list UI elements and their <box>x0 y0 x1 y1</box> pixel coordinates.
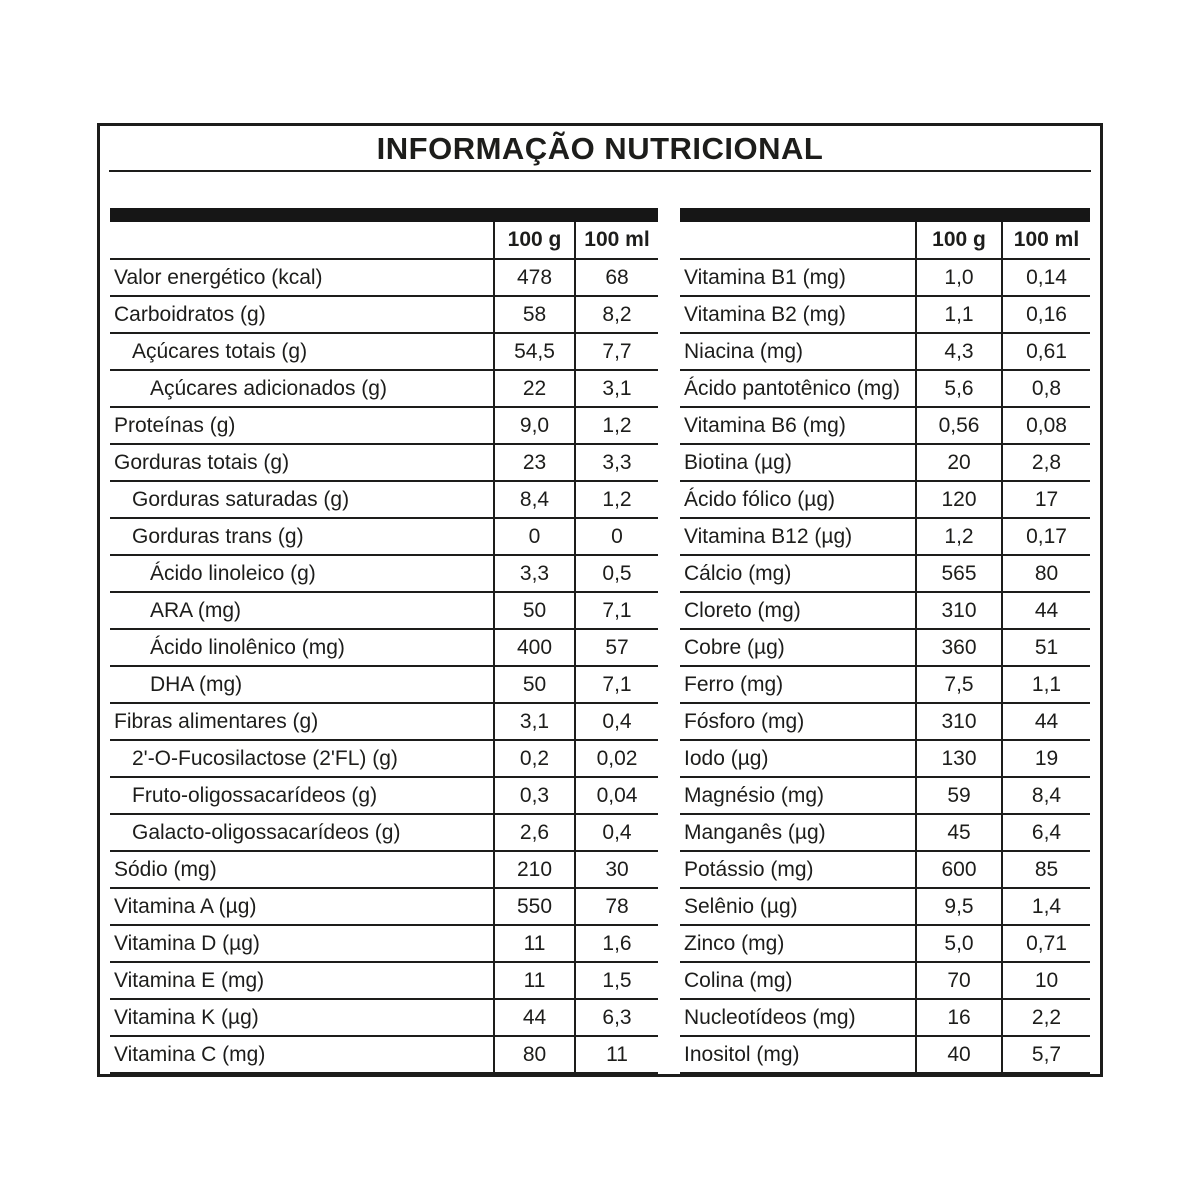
nutrient-label: Valor energético (kcal) <box>110 259 494 296</box>
value-per-100ml: 57 <box>575 629 658 666</box>
nutrient-label: Carboidratos (g) <box>110 296 494 333</box>
nutrient-label: Potássio (mg) <box>680 851 916 888</box>
panel-title: INFORMAÇÃO NUTRICIONAL <box>376 131 824 166</box>
table-row <box>680 444 1090 481</box>
value-per-100g: 59 <box>916 777 1002 814</box>
table-row <box>680 666 1090 703</box>
value-per-100g: 8,4 <box>494 481 575 518</box>
value-per-100g: 44 <box>494 999 575 1036</box>
table-row <box>680 999 1090 1036</box>
nutrient-label: Gorduras saturadas (g) <box>110 481 494 518</box>
value-per-100g: 1,0 <box>916 259 1002 296</box>
nutrient-label: Vitamina D (µg) <box>110 925 494 962</box>
value-per-100ml: 44 <box>1002 592 1090 629</box>
table-row <box>680 703 1090 740</box>
nutrient-label: Açúcares adicionados (g) <box>110 370 494 407</box>
value-per-100ml: 1,5 <box>575 962 658 999</box>
table-row <box>110 481 658 518</box>
value-per-100ml: 0,71 <box>1002 925 1090 962</box>
value-per-100ml: 3,3 <box>575 444 658 481</box>
value-per-100g: 2,6 <box>494 814 575 851</box>
nutrient-label: Ácido fólico (µg) <box>680 481 916 518</box>
value-per-100ml: 6,3 <box>575 999 658 1036</box>
value-per-100g: 16 <box>916 999 1002 1036</box>
table-row <box>110 925 658 962</box>
value-per-100g: 550 <box>494 888 575 925</box>
nutrient-label: Ácido linoleico (g) <box>110 555 494 592</box>
table-row <box>680 296 1090 333</box>
value-per-100g: 1,1 <box>916 296 1002 333</box>
nutrient-label: Vitamina B2 (mg) <box>680 296 916 333</box>
value-per-100ml: 2,8 <box>1002 444 1090 481</box>
value-per-100ml: 17 <box>1002 481 1090 518</box>
nutrient-label: Fruto-oligossacarídeos (g) <box>110 777 494 814</box>
value-per-100ml: 7,1 <box>575 666 658 703</box>
value-per-100ml: 19 <box>1002 740 1090 777</box>
value-per-100g: 0,3 <box>494 777 575 814</box>
value-per-100ml: 0,17 <box>1002 518 1090 555</box>
value-per-100ml: 5,7 <box>1002 1036 1090 1073</box>
table-row <box>110 444 658 481</box>
value-per-100g: 310 <box>916 703 1002 740</box>
table-row <box>110 333 658 370</box>
nutrient-label: Vitamina C (mg) <box>110 1036 494 1073</box>
nutrient-label: Gorduras trans (g) <box>110 518 494 555</box>
nutrient-label: Proteínas (g) <box>110 407 494 444</box>
table-row <box>110 370 658 407</box>
value-per-100ml: 11 <box>575 1036 658 1073</box>
table-top-bar <box>110 208 658 222</box>
value-per-100g: 70 <box>916 962 1002 999</box>
value-per-100ml: 0,14 <box>1002 259 1090 296</box>
table-row <box>110 296 658 333</box>
nutrition-facts-panel <box>97 123 1103 1077</box>
header-spacer <box>680 222 916 259</box>
nutrient-label: Biotina (µg) <box>680 444 916 481</box>
value-per-100g: 3,3 <box>494 555 575 592</box>
nutrient-label: Magnésio (mg) <box>680 777 916 814</box>
table-row <box>680 925 1090 962</box>
nutrient-label: Sódio (mg) <box>110 851 494 888</box>
column-header-100g: 100 g <box>494 222 575 259</box>
table-row <box>110 629 658 666</box>
nutrient-label: Fósforo (mg) <box>680 703 916 740</box>
nutrition-table-right <box>680 208 1090 1074</box>
value-per-100ml: 0,16 <box>1002 296 1090 333</box>
nutrition-table <box>680 222 1090 1074</box>
title-divider <box>109 170 1091 172</box>
value-per-100g: 4,3 <box>916 333 1002 370</box>
value-per-100g: 1,2 <box>916 518 1002 555</box>
table-row <box>110 814 658 851</box>
table-header-row <box>680 222 1090 259</box>
value-per-100ml: 8,4 <box>1002 777 1090 814</box>
value-per-100ml: 51 <box>1002 629 1090 666</box>
value-per-100ml: 0,61 <box>1002 333 1090 370</box>
value-per-100ml: 0,4 <box>575 814 658 851</box>
value-per-100g: 45 <box>916 814 1002 851</box>
value-per-100ml: 2,2 <box>1002 999 1090 1036</box>
nutrient-label: Fibras alimentares (g) <box>110 703 494 740</box>
value-per-100g: 310 <box>916 592 1002 629</box>
value-per-100g: 5,0 <box>916 925 1002 962</box>
value-per-100g: 360 <box>916 629 1002 666</box>
value-per-100g: 5,6 <box>916 370 1002 407</box>
value-per-100ml: 1,1 <box>1002 666 1090 703</box>
nutrient-label: Vitamina B6 (mg) <box>680 407 916 444</box>
value-per-100g: 11 <box>494 962 575 999</box>
value-per-100g: 600 <box>916 851 1002 888</box>
table-row <box>680 407 1090 444</box>
nutrient-label: Vitamina B1 (mg) <box>680 259 916 296</box>
nutrient-label: Ferro (mg) <box>680 666 916 703</box>
table-row <box>680 555 1090 592</box>
value-per-100ml: 0 <box>575 518 658 555</box>
nutrient-label: Zinco (mg) <box>680 925 916 962</box>
value-per-100g: 22 <box>494 370 575 407</box>
table-row <box>680 629 1090 666</box>
value-per-100ml: 8,2 <box>575 296 658 333</box>
table-top-bar <box>680 208 1090 222</box>
value-per-100g: 130 <box>916 740 1002 777</box>
nutrient-label: Vitamina A (µg) <box>110 888 494 925</box>
column-header-100g: 100 g <box>916 222 1002 259</box>
table-row <box>680 370 1090 407</box>
table-row <box>680 740 1090 777</box>
nutrition-table <box>110 222 658 1074</box>
table-row <box>110 555 658 592</box>
table-header-row <box>110 222 658 259</box>
value-per-100g: 23 <box>494 444 575 481</box>
table-row <box>680 333 1090 370</box>
value-per-100g: 80 <box>494 1036 575 1073</box>
value-per-100ml: 0,04 <box>575 777 658 814</box>
value-per-100g: 50 <box>494 592 575 629</box>
value-per-100ml: 1,2 <box>575 481 658 518</box>
nutrient-label: Colina (mg) <box>680 962 916 999</box>
table-row <box>680 1036 1090 1073</box>
value-per-100g: 9,0 <box>494 407 575 444</box>
nutrient-label: Cloreto (mg) <box>680 592 916 629</box>
nutrient-label: Ácido linolênico (mg) <box>110 629 494 666</box>
nutrient-label: Vitamina K (µg) <box>110 999 494 1036</box>
value-per-100ml: 6,4 <box>1002 814 1090 851</box>
table-row <box>680 518 1090 555</box>
value-per-100g: 9,5 <box>916 888 1002 925</box>
value-per-100ml: 0,02 <box>575 740 658 777</box>
value-per-100g: 20 <box>916 444 1002 481</box>
value-per-100ml: 10 <box>1002 962 1090 999</box>
value-per-100g: 565 <box>916 555 1002 592</box>
table-row <box>110 703 658 740</box>
value-per-100g: 7,5 <box>916 666 1002 703</box>
nutrient-label: Iodo (µg) <box>680 740 916 777</box>
value-per-100ml: 85 <box>1002 851 1090 888</box>
nutrient-label: Cálcio (mg) <box>680 555 916 592</box>
value-per-100ml: 1,6 <box>575 925 658 962</box>
value-per-100ml: 80 <box>1002 555 1090 592</box>
column-header-100ml: 100 ml <box>1002 222 1090 259</box>
value-per-100g: 58 <box>494 296 575 333</box>
value-per-100ml: 44 <box>1002 703 1090 740</box>
value-per-100ml: 78 <box>575 888 658 925</box>
value-per-100ml: 30 <box>575 851 658 888</box>
value-per-100g: 3,1 <box>494 703 575 740</box>
table-row <box>680 888 1090 925</box>
nutrient-label: Inositol (mg) <box>680 1036 916 1073</box>
nutrient-label: Vitamina B12 (µg) <box>680 518 916 555</box>
value-per-100g: 11 <box>494 925 575 962</box>
table-row <box>680 777 1090 814</box>
value-per-100ml: 0,5 <box>575 555 658 592</box>
nutrient-label: Selênio (µg) <box>680 888 916 925</box>
nutrient-label: ARA (mg) <box>110 592 494 629</box>
table-row <box>110 740 658 777</box>
table-row <box>110 851 658 888</box>
table-row <box>110 518 658 555</box>
nutrient-label: Nucleotídeos (mg) <box>680 999 916 1036</box>
table-row <box>110 1036 658 1073</box>
nutrient-label: DHA (mg) <box>110 666 494 703</box>
column-header-100ml: 100 ml <box>575 222 658 259</box>
nutrient-label: Ácido pantotênico (mg) <box>680 370 916 407</box>
nutrient-label: Cobre (µg) <box>680 629 916 666</box>
table-row <box>110 259 658 296</box>
nutrient-label: Gorduras totais (g) <box>110 444 494 481</box>
value-per-100ml: 0,8 <box>1002 370 1090 407</box>
table-row <box>110 777 658 814</box>
value-per-100g: 210 <box>494 851 575 888</box>
value-per-100ml: 1,2 <box>575 407 658 444</box>
nutrient-label: Açúcares totais (g) <box>110 333 494 370</box>
header-spacer <box>110 222 494 259</box>
nutrient-label: 2'-O-Fucosilactose (2'FL) (g) <box>110 740 494 777</box>
value-per-100ml: 0,4 <box>575 703 658 740</box>
table-row <box>680 814 1090 851</box>
table-row <box>110 888 658 925</box>
value-per-100ml: 7,1 <box>575 592 658 629</box>
value-per-100ml: 1,4 <box>1002 888 1090 925</box>
value-per-100ml: 3,1 <box>575 370 658 407</box>
nutrition-table-left <box>110 208 658 1074</box>
table-row <box>680 481 1090 518</box>
table-row <box>680 592 1090 629</box>
value-per-100g: 0,2 <box>494 740 575 777</box>
value-per-100g: 0 <box>494 518 575 555</box>
table-row <box>680 962 1090 999</box>
table-row <box>680 851 1090 888</box>
nutrient-label: Galacto-oligossacarídeos (g) <box>110 814 494 851</box>
table-row <box>110 592 658 629</box>
table-row <box>110 666 658 703</box>
nutrient-label: Vitamina E (mg) <box>110 962 494 999</box>
value-per-100ml: 7,7 <box>575 333 658 370</box>
nutrient-label: Niacina (mg) <box>680 333 916 370</box>
value-per-100g: 478 <box>494 259 575 296</box>
nutrient-label: Manganês (µg) <box>680 814 916 851</box>
value-per-100g: 0,56 <box>916 407 1002 444</box>
value-per-100g: 50 <box>494 666 575 703</box>
table-row <box>110 999 658 1036</box>
value-per-100g: 54,5 <box>494 333 575 370</box>
value-per-100g: 40 <box>916 1036 1002 1073</box>
value-per-100ml: 68 <box>575 259 658 296</box>
table-row <box>680 259 1090 296</box>
table-row <box>110 407 658 444</box>
table-row <box>110 962 658 999</box>
value-per-100ml: 0,08 <box>1002 407 1090 444</box>
value-per-100g: 120 <box>916 481 1002 518</box>
value-per-100g: 400 <box>494 629 575 666</box>
